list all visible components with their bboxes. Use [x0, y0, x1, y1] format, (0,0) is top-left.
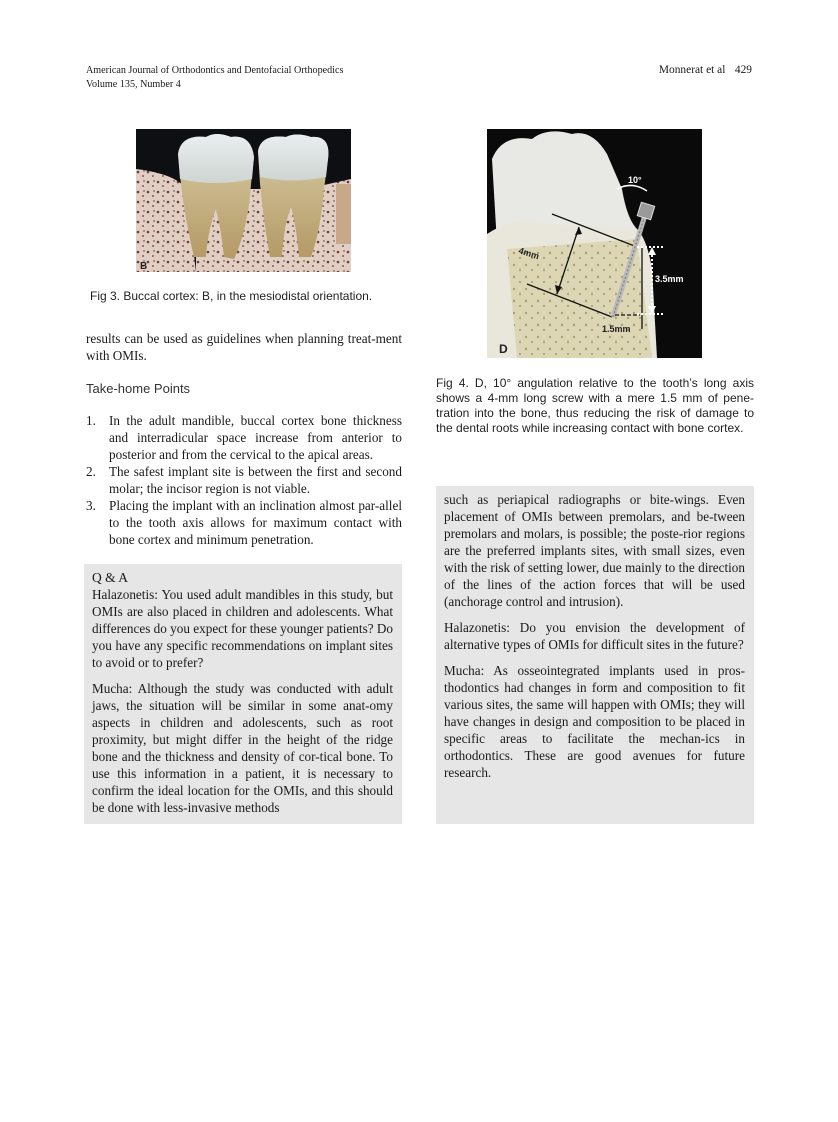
running-header-journal	[86, 63, 343, 91]
takehome-heading: Take-home Points	[86, 381, 191, 396]
list-item-text: Placing the implant with an inclination almost par-allel to the tooth axis allows for maximum contact with bone cortex and minimum penetration.	[109, 498, 402, 547]
running-header-page	[659, 62, 752, 77]
teeth-photo-illustration	[136, 129, 351, 272]
list-item	[86, 497, 402, 548]
length-label: 4mm	[517, 245, 541, 262]
list-item-number: 2.	[86, 464, 96, 479]
qa-answer-1-part2: such as periapical radiographs or bite-wings. Even placement of OMIs between premolars, and be-tween premolars and molars, is possible; the poste-rior regions are the preferred implants sites, with small sizes, even with the risk of setting lower, due mainly to the direction of the lines of the action forces that will be used (anchorage control and intrusion).	[444, 492, 745, 609]
fig3-panel-label: B	[140, 261, 148, 272]
list-item	[86, 463, 402, 497]
depth-label: 3.5mm	[655, 274, 684, 284]
figure-3-image	[136, 129, 351, 272]
qa-box-left	[84, 564, 402, 824]
takehome-list	[86, 412, 402, 548]
qa-answer-1-part1: Mucha: Although the study was conducted with adult jaws, the situation will be similar in some anat-omy aspects in children and adolescents, such as root proximity, but might differ in the height of the ridge bone and the thickness and density of cor-tical bone. To use this information in a patient, it is necessary to confirm the ideal location for the OMIs, and this should be done with less-invasive methods	[92, 681, 393, 815]
qa-answer-2: Mucha: As osseointegrated implants used in pros-thodontics had changes in form and composition to fit various sites, the same will happen with OMIs; they will have changes in design and composition to be placed in specific areas to facilitate the mechan-ics in orthodontics. These are good avenues for future research.	[444, 663, 745, 780]
penetration-label: 1.5mm	[602, 324, 631, 334]
implant-diagram-photo	[487, 129, 702, 358]
page-number: 429	[734, 62, 752, 76]
authors: Monnerat et al	[658, 62, 726, 76]
figure-4-image	[487, 129, 702, 358]
qa-box-right	[436, 486, 754, 824]
figure-3-caption: Fig 3. Buccal cortex: B, in the mesiodistal orientation.	[90, 289, 373, 303]
qa-question-1: Halazonetis: You used adult mandibles in this study, but OMIs are also placed in children and adolescents. What differences do you expect for these younger patients? Do you have any specific recommendations on implant sites to avoid or to prefer?	[92, 587, 393, 670]
list-item	[86, 412, 402, 463]
journal-volume: Volume 135, Number 4	[86, 78, 181, 90]
journal-title: American Journal of Orthodontics and Dentofacial Orthopedics	[86, 64, 344, 76]
results-paragraph: results can be used as guidelines when planning treat-ment with OMIs.	[86, 331, 402, 363]
angle-label: 10°	[628, 175, 642, 185]
figure-4-caption: Fig 4. D, 10° angulation relative to the tooth’s long axis shows a 4-mm long screw with a mere 1.5 mm of pene-tration into the bone, thus reducing the risk of damage to the dental roots while increasing contact with bone cortex.	[436, 376, 754, 435]
list-item-number: 1.	[86, 413, 96, 428]
list-item-text: In the adult mandible, buccal cortex bone thickness and interradicular space increase from anterior to posterior and from the cervical to the apical areas.	[109, 413, 402, 462]
qa-title: Q & A	[92, 570, 129, 585]
list-item-number: 3.	[86, 498, 96, 513]
list-item-text: The safest implant site is between the first and second molar; the incisor region is not viable.	[109, 464, 402, 496]
fig4-panel-label: D	[499, 342, 508, 356]
qa-question-2: Halazonetis: Do you envision the development of alternative types of OMIs for difficult sites in the future?	[444, 620, 745, 652]
